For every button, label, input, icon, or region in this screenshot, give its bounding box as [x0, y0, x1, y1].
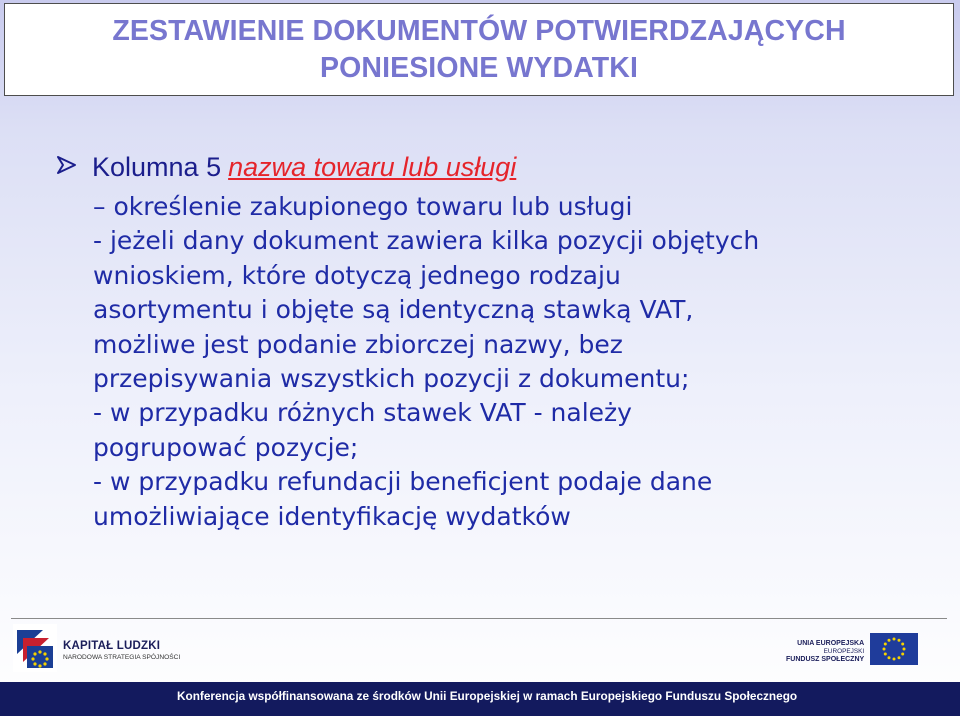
body-line: możliwe jest podanie zbiorczej nazwy, bez — [93, 329, 623, 359]
kapital-ludzki-name: KAPITAŁ LUDZKI — [63, 639, 161, 652]
body-line: - jeżeli dany dokument zawiera kilka pozycji objętych — [93, 226, 760, 256]
slide-title-line-1: ZESTAWIENIE DOKUMENTÓW POTWIERDZAJĄCYCH — [112, 14, 846, 47]
footer-divider — [11, 618, 947, 619]
footer-text: Konferencja współfinansowana ze środków Unii Europejskiej w ramach Europejskiego Funduszu Społecznego — [177, 689, 798, 703]
eu-social-fund-logo — [786, 634, 918, 668]
eu-flag-icon — [870, 633, 918, 669]
slide-title-line-2: PONIESIONE WYDATKI — [320, 51, 638, 84]
body-line: – określenie zakupionego towaru lub usługi — [93, 192, 633, 221]
bullet-heading — [56, 152, 936, 190]
body-line: pogrupować pozycje; — [93, 432, 359, 462]
title-box — [4, 3, 954, 96]
body-line: - w przypadku refundacji beneficjent podaje dane — [93, 467, 713, 497]
bullet-body — [93, 190, 936, 534]
slide-content — [56, 152, 936, 534]
eu-fund-name: FUNDUSZ SPOŁECZNY — [786, 655, 865, 663]
kapital-ludzki-logo-icon — [13, 624, 57, 676]
kapital-ludzki-logo — [13, 624, 181, 676]
body-line: asortymentu i objęte są identyczną stawką VAT, — [93, 295, 694, 325]
body-line: - w przypadku różnych stawek VAT - należy — [93, 398, 632, 428]
column-name-emphasis: nazwa towaru lub usługi — [228, 152, 517, 182]
arrow-bullet-icon — [56, 154, 92, 176]
body-line: wnioskiem, które dotyczą jednego rodzaju — [93, 260, 621, 290]
eu-name: UNIA EUROPEJSKA — [797, 639, 865, 647]
kapital-ludzki-subtitle: NARODOWA STRATEGIA SPÓJNOŚCI — [63, 653, 181, 661]
body-line: umożliwiające identyfikację wydatków — [93, 501, 571, 531]
eu-fund-line: EUROPEJSKI — [823, 647, 865, 655]
body-line: przepisywania wszystkich pozycji z dokumentu; — [93, 363, 690, 393]
column-label: Kolumna 5 — [92, 152, 222, 182]
